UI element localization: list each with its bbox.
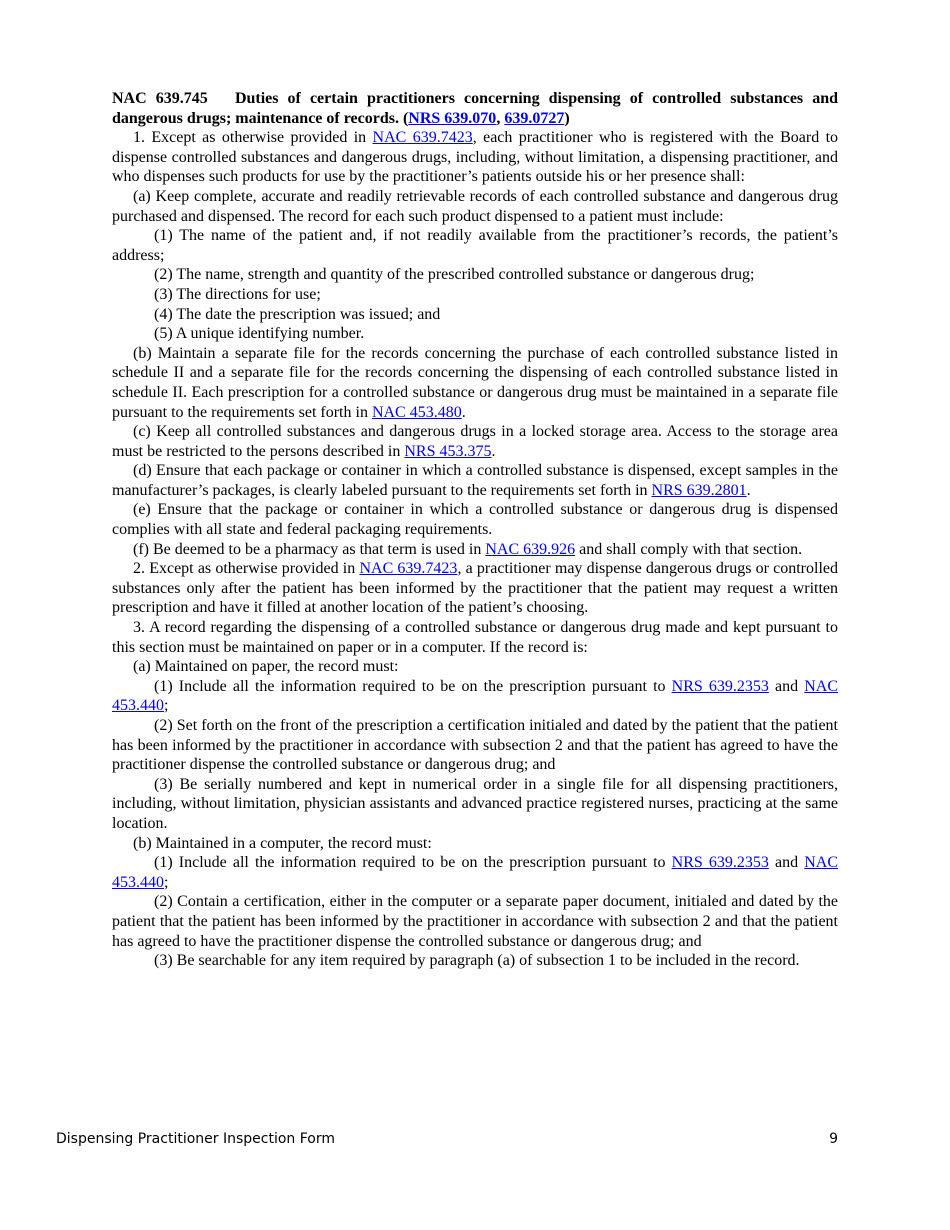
paragraph-1f: (f) Be deemed to be a pharmacy as that term is used in NAC 639.926 and shall comply with that section.	[133, 540, 803, 558]
subsection-2: 2. Except as otherwise provided in NAC 639.7423, a practitioner may dispense dangerous drugs or controlled substances only after the patient has been informed by the practitioner that the patient may request a written prescription and have it filled at another location of the patient’s choosing.	[112, 560, 839, 617]
link-nac-453-440[interactable]: NAC 453.440	[112, 677, 839, 715]
subsection-1: 1. Except as otherwise provided in NAC 639.7423, each practitioner who is registered with the Board to dispense controlled substances and dangerous drugs, including, without limitation, a dispensing practitioner, and who dispenses such products for use by the practitioner’s patients outside his or her presence shall:	[112, 129, 839, 186]
item-3a3: (3) Be serially numbered and kept in numerical order in a single file for all dispensing practitioners, including, without limitation, physician assistants and advanced practice registered nurses, practicing at the same location.	[112, 775, 838, 832]
document-body	[112, 89, 838, 971]
link-nac-639-7423[interactable]: NAC 639.7423	[372, 129, 473, 147]
link-nac-453-480[interactable]: NAC 453.480	[371, 403, 462, 421]
subsection-3: 3. A record regarding the dispensing of a controlled substance or dangerous drug made and kept pursuant to this section must be maintained on paper or in a computer. If the record is:	[112, 619, 838, 656]
paragraph-1c: (c) Keep all controlled substances and dangerous drugs in a locked storage area. Access to the storage area must be restricted to the persons described in NRS 453.375.	[112, 423, 838, 460]
link-nrs-639-070[interactable]: NRS 639.070	[408, 109, 497, 127]
item-3b2: (2) Contain a certification, either in the computer or a separate paper document, initialed and dated by the patient that the patient has been informed by the practitioner in accordance with subsection 2 and that the patient has agreed to have the practitioner dispense the controlled substance or dangerous drug; and	[112, 893, 838, 950]
item-3a1: (1) Include all the information required to be on the prescription pursuant to NRS 639.2353 and NAC 453.440;	[112, 677, 839, 715]
link-nrs-453-375[interactable]: NRS 453.375	[404, 442, 492, 460]
item-1a3: (3) The directions for use;	[154, 285, 321, 303]
item-3a2: (2) Set forth on the front of the prescription a certification initialed and dated by the patient that the patient has been informed by the practitioner in accordance with subsection 2 and that the patient has agreed to have the practitioner dispense the controlled substance or dangerous drug; and	[112, 717, 838, 774]
item-3b3: (3) Be searchable for any item required by paragraph (a) of subsection 1 to be included in the record.	[154, 952, 800, 970]
link-nac-453-440-b[interactable]: NAC 453.440	[112, 854, 839, 891]
item-1a5: (5) A unique identifying number.	[154, 325, 365, 343]
section-number: NAC 639.745	[112, 90, 208, 107]
link-nrs-639-2353-b[interactable]: NRS 639.2353	[671, 854, 769, 872]
paragraph-3b: (b) Maintained in a computer, the record must:	[133, 834, 432, 852]
link-nrs-639-2353[interactable]: NRS 639.2353	[671, 677, 769, 695]
link-nac-639-926[interactable]: NAC 639.926	[485, 540, 576, 558]
page-footer	[56, 1131, 838, 1151]
link-nac-639-7423-b[interactable]: NAC 639.7423	[359, 560, 458, 578]
item-3b1: (1) Include all the information required to be on the prescription pursuant to NRS 639.2353 and NAC 453.440;	[112, 854, 839, 891]
paragraph-1b: (b) Maintain a separate file for the records concerning the purchase of each controlled substance listed in schedule II and a separate file for the records concerning the dispensing of each controlled substance listed in schedule II. Each prescription for a controlled substance or dangerous drug must be maintained in a separate file pursuant to the requirements set forth in NAC 453.480.	[112, 344, 838, 421]
item-1a4: (4) The date the prescription was issued; and	[154, 305, 441, 323]
section-title: Duties of certain practitioners concerning dispensing of controlled substances and dangerous drugs; maintenance of records.	[112, 90, 839, 127]
section-heading: NAC 639.745 Duties of certain practitioners concerning dispensing of controlled substances and dangerous drugs; maintenance of records. (NRS 639.070, 639.0727)	[112, 90, 839, 127]
item-1a1: (1) The name of the patient and, if not readily available from the practitioner’s records, the patient’s address;	[112, 227, 838, 264]
paragraph-1a: (a) Keep complete, accurate and readily retrievable records of each controlled substance and dangerous drug purchased and dispensed. The record for each such product dispensed to a patient must include:	[112, 187, 838, 225]
footer-title: Dispensing Practitioner Inspection Form	[56, 1131, 336, 1147]
item-1a2: (2) The name, strength and quantity of the prescribed controlled substance or dangerous drug;	[154, 266, 755, 284]
paragraph-1d: (d) Ensure that each package or container in which a controlled substance is dispensed, except samples in the manufacturer’s packages, is clearly labeled pursuant to the requirements set forth in NRS 639.2801.	[112, 462, 838, 499]
link-nrs-639-0727[interactable]: 639.0727	[504, 109, 565, 127]
link-nrs-639-2801[interactable]: NRS 639.2801	[651, 481, 747, 499]
paragraph-3a: (a) Maintained on paper, the record must:	[133, 658, 399, 676]
page-number: 9	[829, 1131, 838, 1147]
paragraph-1e: (e) Ensure that the package or container in which a controlled substance or dangerous drug is dispensed complies with all state and federal packaging requirements.	[112, 501, 838, 539]
